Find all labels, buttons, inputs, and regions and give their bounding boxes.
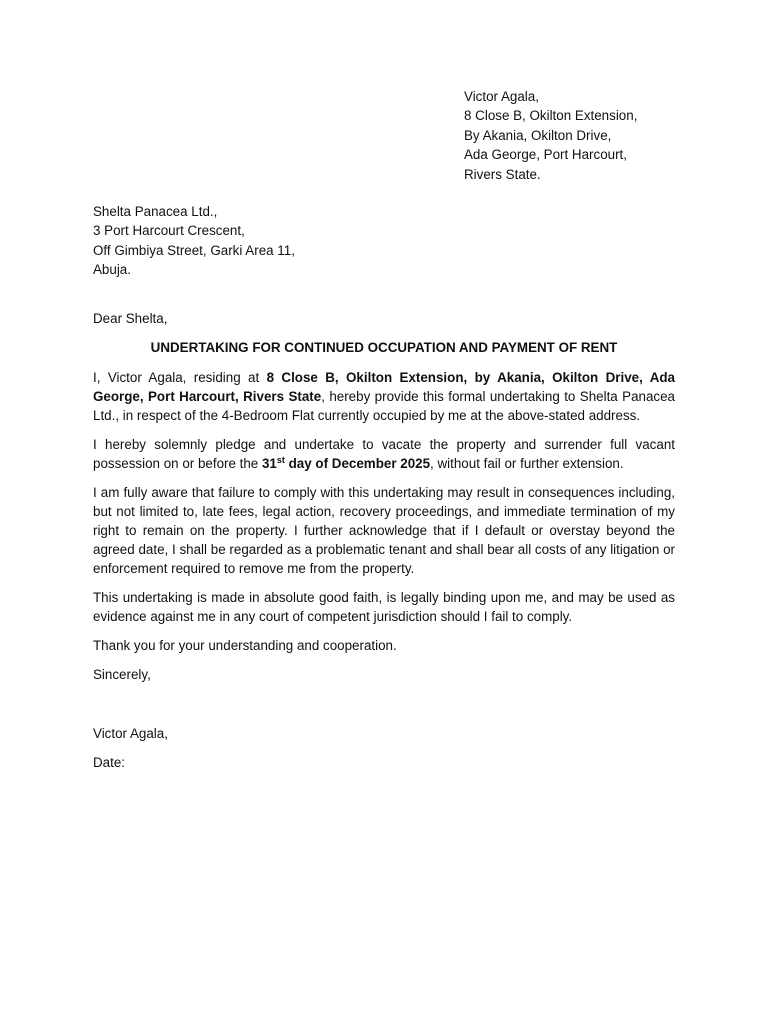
bold-date-month-year: day of December 2025 [284,456,431,471]
recipient-address-line: 3 Port Harcourt Crescent, [93,223,245,239]
sender-address-line: 8 Close B, Okilton Extension, [464,108,638,124]
sender-address-line: Ada George, Port Harcourt, [464,147,627,163]
paragraph-thanks: Thank you for your understanding and cooperation. [93,638,397,653]
closing-sincerely: Sincerely, [93,667,151,682]
sender-address-line: Rivers State. [464,166,541,182]
paragraph-text: I hereby solemnly pledge and undertake to vacate the property and surrender full vacant possession on or before the [93,437,675,471]
bold-address: 8 Close B, Okilton Extension, by Akania, Okilton Drive, Ada George, Port Harcourt, Rivers State [93,370,675,404]
paragraph-residence-statement [93,368,675,425]
bold-date-day: 31 [261,456,277,471]
paragraph-text: I, Victor Agala, residing at [93,370,267,385]
sender-name: Victor Agala, [464,89,539,104]
signature-name: Victor Agala, [93,726,168,741]
paragraph-text: , hereby provide this formal undertaking to Shelta Panacea Ltd., in respect of the 4-Bedroom Flat currently occupied by me at the above-stated address. [93,389,675,423]
paragraph-consequences: I am fully aware that failure to comply with this undertaking may result in consequences including, but not limited to, late fees, legal action, recovery proceedings, and immediate termination of my right to remain on the property. I further acknowledge that if I default or overstay beyond the agreed date, I shall be regarded as a problematic tenant and shall bear all costs of any litigation or enforcement required to remove me from the property. [93,485,675,576]
recipient-address-block [93,202,295,280]
paragraph-good-faith: This undertaking is made in absolute good faith, is legally binding upon me, and may be used as evidence against me in any court of competent jurisdiction should I fail to comply. [93,590,675,624]
date-label: Date: [93,755,126,770]
paragraph-text: , without fail or further extension. [430,456,624,471]
paragraph-vacate-pledge [93,435,675,473]
sender-address-block [464,87,637,184]
letter-subject-heading: UNDERTAKING FOR CONTINUED OCCUPATION AND PAYMENT OF RENT [150,340,618,355]
recipient-name: Shelta Panacea Ltd., [93,204,218,219]
letter-body [93,368,675,684]
recipient-address-line: Off Gimbiya Street, Garki Area 11, [93,242,295,258]
sender-address-line: By Akania, Okilton Drive, [464,127,612,143]
salutation: Dear Shelta, [93,311,168,326]
ordinal-suffix: st [276,455,285,465]
recipient-address-line: Abuja. [93,262,131,278]
